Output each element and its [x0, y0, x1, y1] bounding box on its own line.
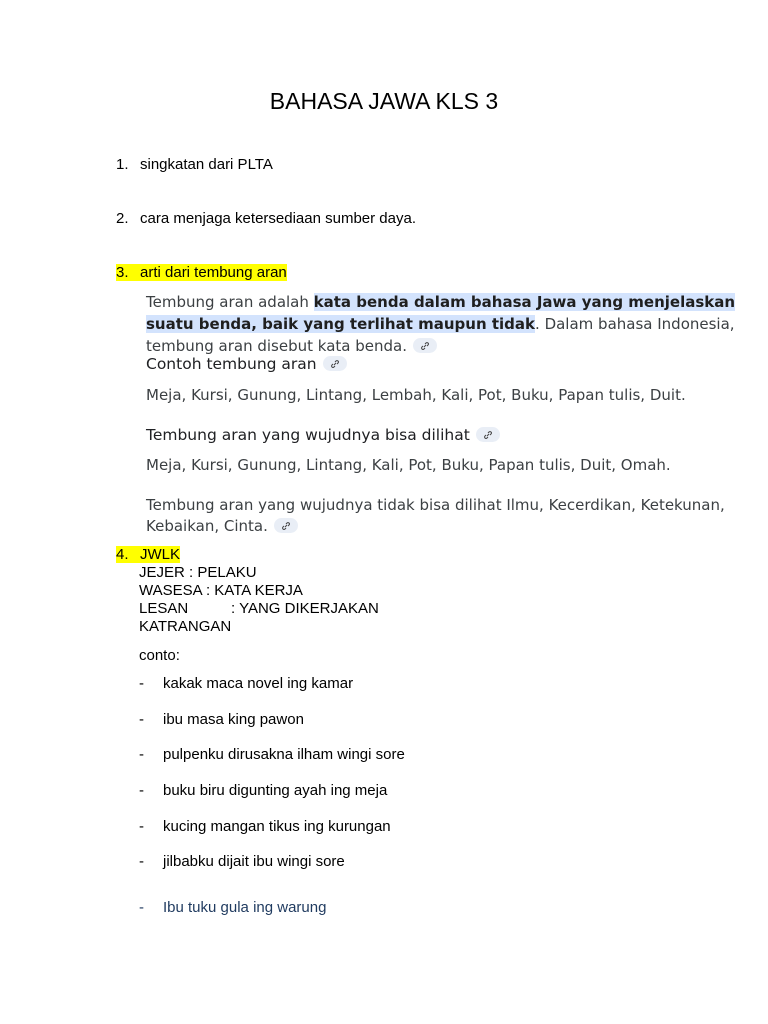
dash-bullet: - [139, 675, 144, 692]
jwlk-lesan [139, 600, 439, 618]
snippet-text: Tembung aran adalah [146, 293, 314, 311]
example-text: kakak maca novel ing kamar [163, 675, 354, 692]
jwlk-jejer: JEJER : PELAKU [139, 564, 257, 581]
example-text: jilbabku dijait ibu wingi sore [163, 853, 345, 870]
snippet-line-3 [146, 335, 437, 357]
question-number: 3. [116, 264, 129, 281]
question-text: cara menjaga ketersediaan sumber daya. [140, 210, 416, 227]
conto-label: conto: [139, 647, 180, 664]
question-text: arti dari tembung aran [140, 264, 287, 281]
snippet-heading-visible [146, 426, 500, 444]
snippet-list-2: Meja, Kursi, Gunung, Lintang, Kali, Pot, Buku, Papan tulis, Duit, Omah. [146, 456, 671, 474]
example-item [139, 711, 304, 728]
jwlk-katrangan: KATRANGAN [139, 618, 232, 635]
link-icon[interactable] [413, 338, 437, 353]
question-number: 2. [116, 210, 129, 227]
example-text: buku biru digunting ayah ing meja [163, 782, 388, 799]
example-text: pulpenku dirusakna ilham wingi sore [163, 746, 405, 763]
question-4 [116, 546, 180, 564]
example-item [139, 899, 326, 916]
dash-bullet: - [139, 818, 144, 835]
snippet-list-1: Meja, Kursi, Gunung, Lintang, Lembah, Kali, Pot, Buku, Papan tulis, Duit. [146, 386, 686, 404]
link-icon[interactable] [323, 356, 347, 371]
question-number: 4. [116, 546, 129, 563]
example-item [139, 782, 387, 799]
question-text: singkatan dari PLTA [140, 156, 273, 173]
example-text: Ibu tuku gula ing warung [163, 899, 327, 916]
dash-bullet: - [139, 711, 144, 728]
heading-text: Contoh tembung aran [146, 355, 317, 373]
dash-bullet: - [139, 899, 144, 916]
question-3 [116, 264, 287, 282]
link-icon[interactable] [476, 427, 500, 442]
example-item [139, 675, 353, 692]
link-icon[interactable] [274, 518, 298, 533]
example-text: kucing mangan tikus ing kurungan [163, 818, 391, 835]
snippet-text: Kebaikan, Cinta. [146, 517, 268, 535]
dash-bullet: - [139, 853, 144, 870]
question-text: JWLK [140, 546, 181, 563]
lesan-label: LESAN [139, 600, 189, 617]
lesan-value: : YANG DIKERJAKAN [231, 600, 379, 617]
example-item [139, 853, 345, 870]
snippet-line-1 [146, 291, 735, 313]
snippet-highlight: kata benda dalam bahasa Jawa yang menjelaskan [313, 293, 736, 311]
dash-bullet: - [139, 782, 144, 799]
page-title: BAHASA JAWA KLS 3 [269, 88, 499, 114]
dash-bullet: - [139, 746, 144, 763]
example-item [139, 746, 405, 763]
question-2 [116, 210, 416, 228]
question-1 [116, 156, 273, 174]
snippet-heading-examples [146, 355, 347, 373]
snippet-para-2-line-1: Tembung aran yang wujudnya tidak bisa dilihat Ilmu, Kecerdikan, Ketekunan, [146, 496, 725, 514]
question-number: 1. [116, 156, 129, 173]
snippet-para-2-line-2 [146, 515, 298, 537]
snippet-highlight: suatu benda, baik yang terlihat maupun tidak [146, 315, 536, 333]
snippet-line-2 [146, 313, 735, 335]
snippet-text: . Dalam bahasa Indonesia, [535, 315, 735, 333]
example-text: ibu masa king pawon [163, 711, 304, 728]
jwlk-wasesa: WASESA : KATA KERJA [139, 582, 303, 599]
example-item [139, 818, 391, 835]
snippet-text: tembung aran disebut kata benda. [146, 337, 407, 355]
heading-text: Tembung aran yang wujudnya bisa dilihat [146, 426, 470, 444]
